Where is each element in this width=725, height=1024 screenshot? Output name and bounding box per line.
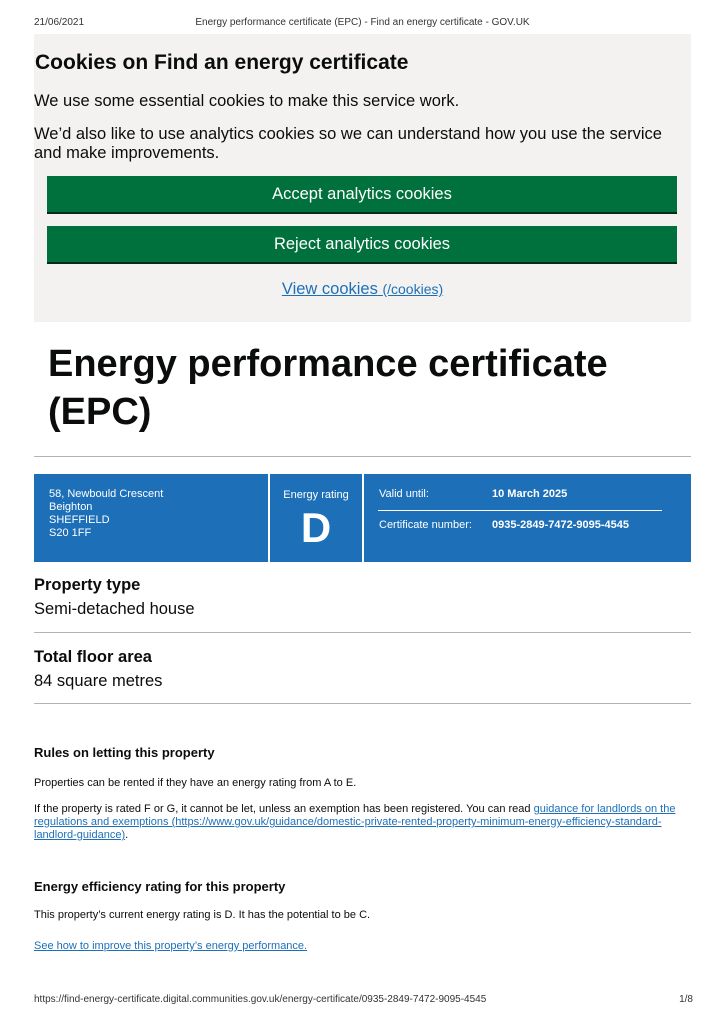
address-line: Beighton — [49, 501, 93, 513]
print-url: https://find-energy-certificate.digital.communities.gov.uk/energy-certificate/0935-2849-7472-9095-4545 — [34, 994, 487, 1005]
rules-text-end: . — [125, 829, 129, 841]
rules-exemption-paragraph — [34, 803, 694, 842]
cookie-banner — [34, 34, 691, 322]
valid-until-value: 10 March 2025 — [492, 488, 568, 500]
property-address — [49, 488, 163, 540]
improve-performance-link[interactable]: See how to improve this property’s energy performance. — [34, 940, 308, 952]
certificate-number-label: Certificate number: — [379, 519, 472, 531]
print-page-number: 1/8 — [679, 994, 693, 1005]
efficiency-text: This property’s current energy rating is D. It has the potential to be C. — [34, 909, 371, 921]
epc-summary-box — [34, 474, 691, 562]
cookie-analytics-text: We’d also like to use analytics cookies so we can understand how you use the service and make improvements. — [34, 125, 662, 162]
address-line: S20 1FF — [49, 527, 92, 539]
floor-area-value: 84 square metres — [34, 672, 163, 690]
accept-analytics-cookies-button[interactable]: Accept analytics cookies — [47, 176, 677, 212]
divider — [34, 703, 691, 704]
rules-heading: Rules on letting this property — [34, 745, 215, 760]
reject-analytics-cookies-button[interactable]: Reject analytics cookies — [47, 226, 677, 262]
box-inner-divider — [378, 510, 662, 511]
rules-text: If the property is rated F or G, it cannot be let, unless an exemption has been registered. You can read — [34, 803, 534, 815]
address-line: SHEFFIELD — [49, 514, 110, 526]
efficiency-heading: Energy efficiency rating for this property — [34, 879, 286, 894]
print-page-title: Energy performance certificate (EPC) - Find an energy certificate - GOV.UK — [195, 17, 530, 28]
property-type-value: Semi-detached house — [34, 600, 195, 618]
energy-rating-label: Energy rating — [283, 489, 349, 501]
page-title: Energy performance certificate (EPC) — [48, 343, 608, 433]
energy-rating-value: D — [300, 504, 332, 551]
view-cookies-label: View cookies — [281, 280, 378, 298]
divider — [34, 456, 691, 457]
floor-area-label: Total floor area — [34, 648, 152, 666]
rules-paragraph: Properties can be rented if they have an energy rating from A to E. — [34, 777, 357, 789]
property-type-label: Property type — [34, 576, 141, 594]
landlord-guidance-link[interactable]: guidance for landlords on the regulations and exemptions (https://www.gov.uk/guidance/domestic-private-rented-property-minimum-energy-efficiency-standard-landlord-guidance) — [34, 803, 676, 841]
cookie-banner-title: Cookies on Find an energy certificate — [35, 51, 409, 74]
view-cookies-link[interactable] — [34, 280, 691, 299]
valid-until-label: Valid until: — [379, 488, 429, 500]
certificate-number-value: 0935-2849-7472-9095-4545 — [492, 519, 630, 531]
print-date: 21/06/2021 — [34, 17, 85, 28]
address-line: 58, Newbould Crescent — [49, 488, 164, 500]
view-cookies-href: (/cookies) — [382, 281, 444, 297]
divider — [34, 632, 691, 633]
box-divider — [362, 474, 364, 562]
cookie-essential-text: We use some essential cookies to make this service work. — [34, 92, 460, 110]
